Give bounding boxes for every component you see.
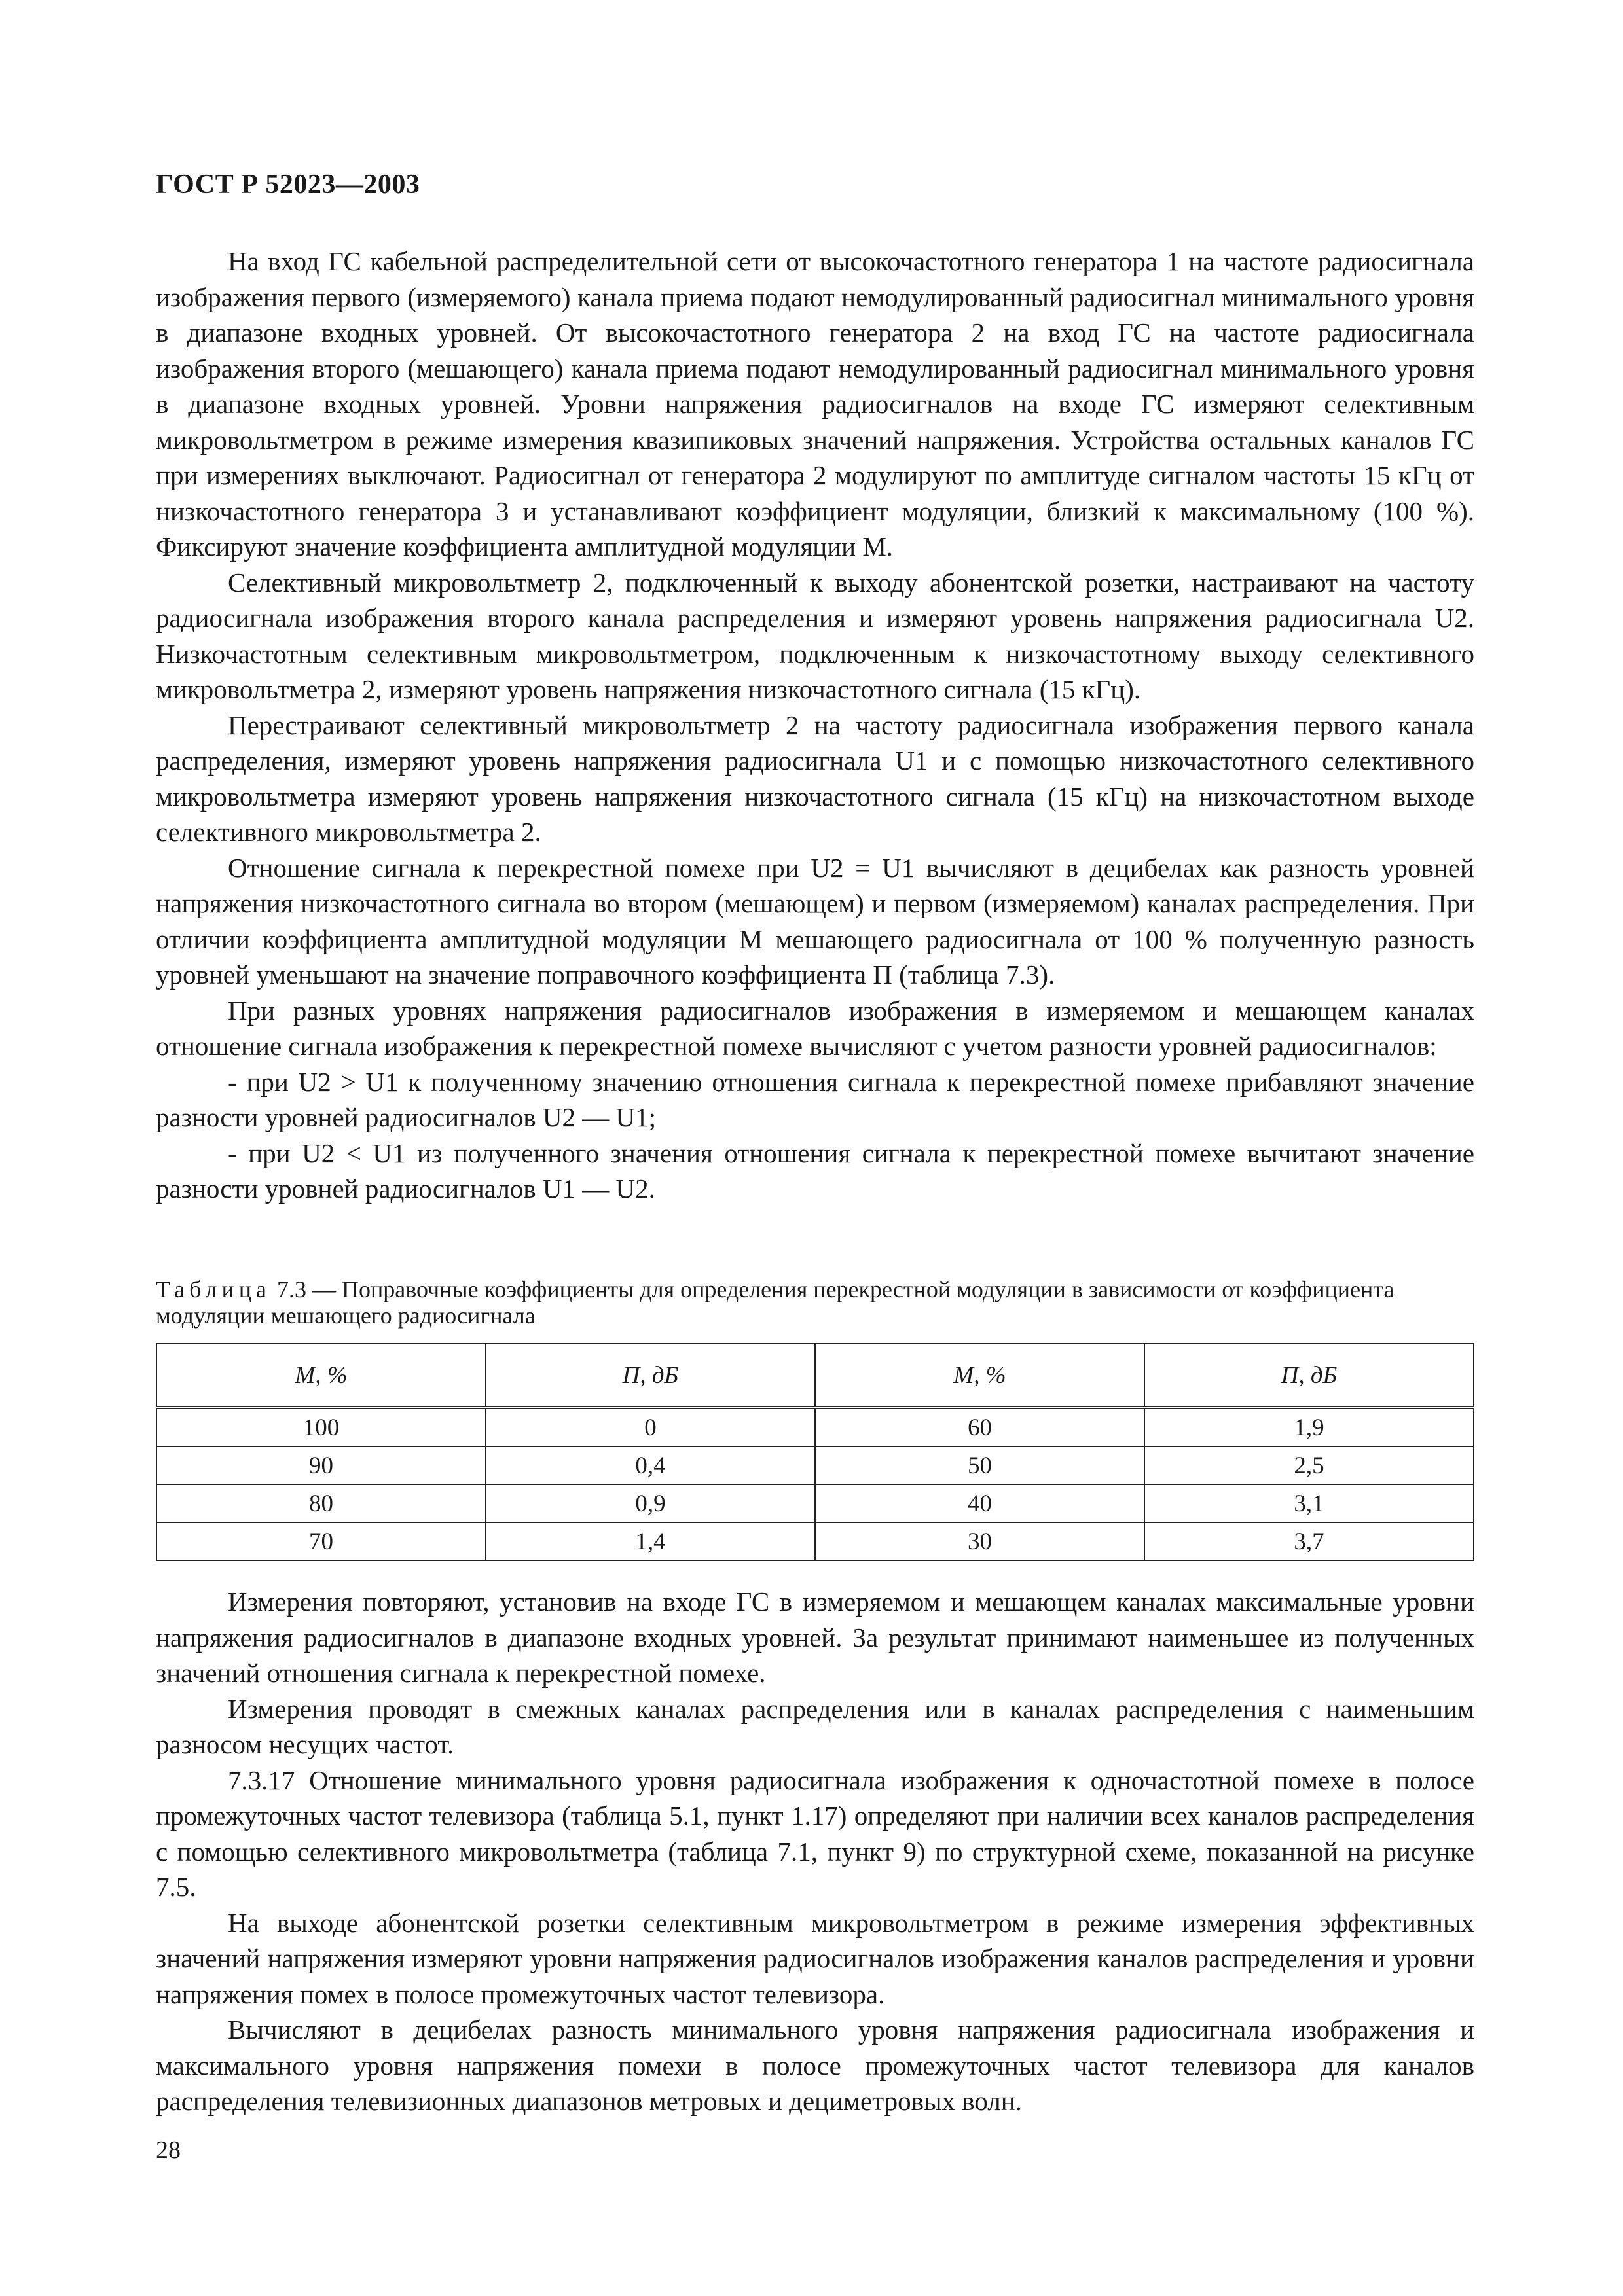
paragraph: Измерения проводят в смежных каналах распределения или в каналах распределения с наименьшим разносом несущих частот. <box>156 1693 1474 1759</box>
table-cell: 0,4 <box>486 1446 815 1484</box>
page-header-standard: ГОСТ Р 52023—2003 <box>156 170 420 200</box>
table-caption-label: Таблица <box>156 1276 271 1302</box>
table-cell: 0 <box>486 1408 815 1447</box>
table-cell: 1,9 <box>1144 1408 1474 1447</box>
correction-table <box>156 1343 1474 1561</box>
paragraph: На вход ГС кабельной распределительной сети от высокочастотного генератора 1 на частоте радиосигнала изображения первого (измеряемого) канала приема подают немодулированный радиосигнал минимального уровня в диапазоне входных уровней. От высокочастотного генератора 2 на вход ГС на частоте радиосигнала изображения второго (мешающего) канала приема подают немодулированный радиосигнал минимального уровня в диапазоне входных уровней. Уровни напряжения радиосигналов на входе ГС измеряют селективным микровольтметром в режиме измерения квазипиковых значений напряжения. Устройства остальных каналов ГС при измерениях выключают. Радиосигнал от генератора 2 модулируют по амплитуде сигналом частоты 15 кГц от низкочастотного генератора 3 и устанавливают коэффициент модуляции, близкий к максимальному (100 %). Фиксируют значение коэффициента амплитудной модуляции М. <box>156 246 1474 562</box>
body-text-top <box>156 243 1474 1207</box>
table-row <box>156 1446 1474 1484</box>
table-cell: 90 <box>156 1446 486 1484</box>
column-header: П, дБ <box>486 1344 815 1408</box>
paragraph: Перестраивают селективный микровольтметр 2 на частоту радиосигнала изображения первого канала распределения, измеряют уровень напряжения радиосигнала U1 и с помощью низкочастотного селективного микровольтметра измеряют уровень напряжения низкочастотного сигнала (15 кГц) на низкочастотном выходе селективного микровольтметра 2. <box>156 709 1474 847</box>
list-item: - при U2 < U1 из полученного значения отношения сигнала к перекрестной помехе вычитают значение разности уровней радиосигналов U1 — U2. <box>156 1138 1474 1204</box>
table-cell: 3,1 <box>1144 1484 1474 1522</box>
table-cell: 30 <box>815 1522 1144 1560</box>
paragraph: На выходе абонентской розетки селективным микровольтметром в режиме измерения эффективных значений напряжения измеряют уровни напряжения радиосигналов изображения каналов распределения и уровни напряжения помех в полосе промежуточных частот телевизора. <box>156 1907 1474 2009</box>
table-cell: 80 <box>156 1484 486 1522</box>
table-cell: 1,4 <box>486 1522 815 1560</box>
body-text-bottom <box>156 1584 1474 2119</box>
table-cell: 50 <box>815 1446 1144 1484</box>
paragraph: Вычисляют в децибелах разность минимального уровня напряжения радиосигнала изображения и максимального уровня напряжения помехи в полосе промежуточных частот телевизора для каналов распределения телевизионных диапазонов метровых и дециметровых волн. <box>156 2015 1474 2116</box>
paragraph: Отношение сигнала к перекрестной помехе при U2 = U1 вычисляют в децибелах как разность уровней напряжения низкочастотного сигнала во втором (мешающем) и первом (измеряемом) каналах распределения. При отличии коэффициента амплитудной модуляции М мешающего радиосигнала от 100 % полученную разность уровней уменьшают на значение поправочного коэффициента П (таблица 7.3). <box>156 852 1474 990</box>
table-cell: 40 <box>815 1484 1144 1522</box>
paragraph: Селективный микровольтметр 2, подключенный к выходу абонентской розетки, настраивают на частоту радиосигнала изображения второго канала распределения и измеряют уровень напряжения радиосигнала U2. Низкочастотным селективным микровольтметром, подключенным к низкочастотному выходу селективного микровольтметра 2, измеряют уровень напряжения низкочастотного сигнала (15 кГц). <box>156 567 1474 704</box>
paragraph: Измерения повторяют, установив на входе ГС в измеряемом и мешающем каналах максимальные уровни напряжения радиосигналов в диапазоне входных уровней. За результат принимают наименьшее из полученных значений отношения сигнала к перекрестной помехе. <box>156 1587 1474 1688</box>
table-row <box>156 1408 1474 1447</box>
table-cell: 100 <box>156 1408 486 1447</box>
table-cell: 2,5 <box>1144 1446 1474 1484</box>
table-caption <box>156 1276 1474 1329</box>
column-header: М, % <box>156 1344 486 1408</box>
list-item: - при U2 > U1 к полученному значению отношения сигнала к перекрестной помехе прибавляют значение разности уровней радиосигналов U2 — U1; <box>156 1066 1474 1132</box>
column-header: М, % <box>815 1344 1144 1408</box>
table-caption-text: 7.3 — Поправочные коэффициенты для определения перекрестной модуляции в зависимости от коэффициента модуляции мешающего радиосигнала <box>156 1276 1395 1329</box>
page-number: 28 <box>156 2136 181 2164</box>
column-header: П, дБ <box>1144 1344 1474 1408</box>
paragraph: При разных уровнях напряжения радиосигналов изображения в измеряемом и мешающем каналах отношение сигнала изображения к перекрестной помехе вычисляют с учетом разности уровней радиосигналов: <box>156 995 1474 1061</box>
table-cell: 60 <box>815 1408 1144 1447</box>
table-row <box>156 1484 1474 1522</box>
table-cell: 3,7 <box>1144 1522 1474 1560</box>
table-header-row <box>156 1344 1474 1408</box>
table-cell: 70 <box>156 1522 486 1560</box>
paragraph: 7.3.17 Отношение минимального уровня радиосигнала изображения к одночастотной помехе в полосе промежуточных частот телевизора (таблица 5.1, пункт 1.17) определяют при наличии всех каналов распределения с помощью селективного микровольтметра (таблица 7.1, пункт 9) по структурной схеме, показанной на рисунке 7.5. <box>156 1765 1474 1902</box>
table-row <box>156 1522 1474 1560</box>
table-cell: 0,9 <box>486 1484 815 1522</box>
